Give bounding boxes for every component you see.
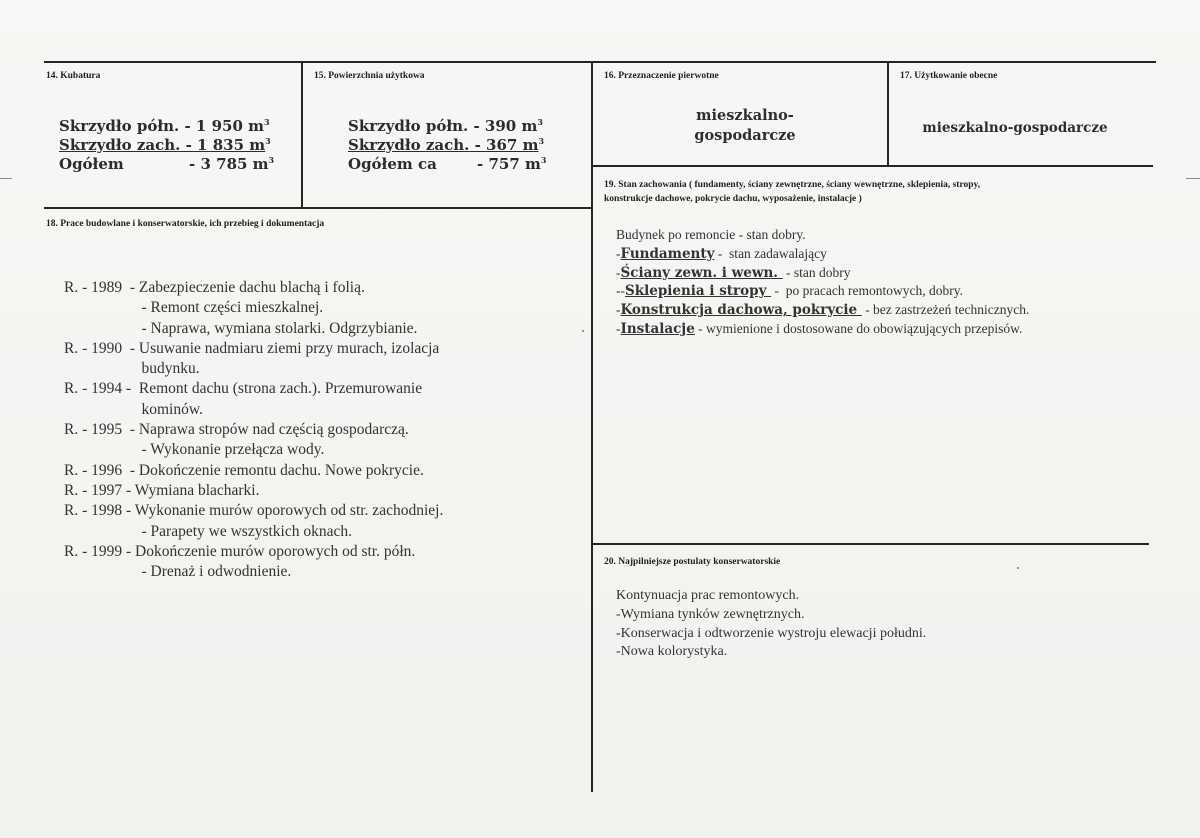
field-20-label: 20. Najpilniejsze postulaty konserwatorskie (604, 557, 781, 567)
powierzchnia-row-2-value: 367 m (486, 136, 539, 154)
border-under-14-15 (44, 207, 593, 209)
stan-item-rest: - bez zastrzeżeń technicznych. (861, 302, 1030, 318)
stan-item-prefix: - (616, 320, 621, 336)
prace-line: - Parapety we wszystkich oknach. (64, 522, 352, 540)
stan-item-term: Ściany zewn. i wewn. (620, 264, 783, 281)
stan-item-prefix: - (616, 302, 621, 318)
powierzchnia-row-2 (348, 136, 544, 154)
prace-line: R. - 1989 - Zabezpieczenie dachu blachą i folią. (64, 279, 365, 296)
prace-line: budynku. (64, 360, 200, 378)
stan-item-term: Konstrukcja dachowa, pokrycie (620, 302, 862, 319)
divider-main (591, 61, 593, 792)
powierzchnia-row-3-value: 757 m (488, 155, 541, 173)
stan-item-sklepienia (616, 282, 1029, 301)
powierzchnia-row-2-name-text: Skrzydło zach. (348, 136, 470, 154)
border-under-19 (593, 543, 1149, 545)
kubatura-row-2-value: 1 835 m (197, 136, 266, 154)
kubatura-row-2-name (59, 136, 265, 154)
powierzchnia-row-1-sep: - (468, 117, 485, 135)
stan-item-fundamenty (616, 245, 1029, 264)
border-under-16-17 (593, 165, 1153, 167)
prace-line: - Naprawa, wymiana stolarki. Odgrzybianie. (64, 319, 418, 337)
field-19-label-line-2: konstrukcje dachowe, pokrycie dachu, wyposażenie, instalacje ) (604, 194, 862, 204)
powierzchnia-row-3-amount (477, 155, 546, 173)
powierzchnia-row-3-name: Ogółem ca (348, 155, 437, 173)
stan-item-prefix: - (616, 245, 621, 261)
prace-line: R. - 1997 - Wymiana blacharki. (64, 481, 260, 499)
powierzchnia-row-3 (348, 155, 437, 173)
prace-line: R. - 1999 - Dokończenie murów oporowych od str. półn. (64, 542, 416, 560)
powierzchnia-row-3-sep: - (477, 155, 484, 173)
stan-zachowania-list (616, 226, 1029, 339)
speck-2 (1017, 567, 1019, 569)
kubatura-row-1-value: 1 950 m (195, 117, 264, 135)
kubatura-row-1-name: Skrzydło półn. (59, 117, 180, 135)
kubatura-row-1-sep: - (179, 117, 196, 135)
prace-line: R. - 1994 - Remont dachu (strona zach.). Przemurowanie (64, 380, 423, 398)
right-margin-tick (1186, 178, 1200, 179)
kubatura-row-1 (59, 117, 270, 135)
prace-line: R. - 1998 - Wykonanie murów oporowych od str. zachodniej. (64, 502, 444, 520)
prace-list (64, 278, 443, 582)
stan-item-sciany (616, 264, 1029, 283)
field-17-label: 17. Użytkowanie obecne (900, 71, 998, 81)
prace-line: R. - 1996 - Dokończenie remontu dachu. Nowe pokrycie. (64, 461, 424, 479)
prace-line: R. - 1995 - Naprawa stropów nad częścią gospodarczą. (64, 421, 409, 439)
powierzchnia-row-2-unit-exp: 3 (538, 136, 545, 146)
powierzchnia-row-1 (348, 117, 543, 135)
stan-item-rest: - stan zadawalający (714, 245, 827, 261)
prace-line: - Remont części mieszkalnej. (64, 299, 324, 317)
stan-item-term: Fundamenty (620, 245, 715, 262)
kubatura-row-2-sep: - (180, 136, 198, 154)
kubatura-row-3-amount (189, 155, 274, 173)
postulat-line: -Konserwacja i odtworzenie wystroju elewacji południ. (616, 625, 927, 641)
field-18-label: 18. Prace budowlane i konserwatorskie, ich przebieg i dokumentacja (46, 219, 325, 229)
field-16-label: 16. Przeznaczenie pierwotne (604, 71, 719, 81)
stan-intro: Budynek po remoncie - stan dobry. (616, 227, 806, 242)
stan-item-konstrukcja (616, 301, 1029, 320)
kubatura-row-2-name-text: Skrzydło zach. (59, 136, 181, 154)
powierzchnia-row-1-unit-exp: 3 (537, 117, 543, 127)
stan-item-term: Sklepienia i stropy (625, 283, 772, 300)
kubatura-row-3-value: 3 785 m (200, 155, 269, 173)
speck-1 (582, 330, 584, 332)
divider-14-15 (301, 61, 303, 208)
powierzchnia-row-3-unit-exp: 3 (540, 155, 547, 165)
prace-line: R. - 1990 - Usuwanie nadmiaru ziemi przy murach, izolacja (64, 339, 440, 357)
powierzchnia-row-2-name (348, 136, 538, 154)
stan-item-instalacje (616, 320, 1029, 339)
kubatura-row-3-sep: - (189, 155, 196, 173)
powierzchnia-row-1-value: 390 m (484, 117, 538, 135)
prace-line: kominów. (64, 400, 203, 418)
kubatura-row-1-unit-exp: 3 (264, 117, 270, 127)
field-14-label: 14. Kubatura (46, 71, 101, 81)
field-19-label-line-1: 19. Stan zachowania ( fundamenty, ściany zewnętrzne, ściany wewnętrzne, sklepienia, stropy, (604, 180, 981, 190)
przeznaczenie-line-1: mieszkalno- (696, 107, 794, 124)
left-margin-tick (0, 178, 12, 179)
postulat-line: -Wymiana tynków zewnętrznych. (616, 606, 805, 622)
postulaty-list (616, 587, 926, 662)
uzytkowanie-value: mieszkalno-gospodarcze (922, 120, 1108, 136)
powierzchnia-row-1-name: Skrzydło półn. (348, 117, 469, 135)
field-19-label (604, 178, 980, 206)
przeznaczenie-line-2: gospodarcze (694, 127, 796, 144)
postulat-line: -Nowa kolorystyka. (616, 644, 728, 660)
kubatura-row-3-unit-exp: 3 (268, 155, 275, 165)
stan-item-term: Instalacje (620, 320, 695, 337)
stan-item-rest: - stan dobry (782, 264, 851, 280)
divider-16-17 (887, 61, 889, 166)
top-border (44, 61, 1156, 63)
field-15-label: 15. Powierzchnia użytkowa (314, 71, 425, 81)
stan-item-rest: - wymienione i dostosowane do obowiązujących przepisów. (694, 320, 1023, 336)
kubatura-row-2 (59, 136, 271, 154)
stan-item-prefix: - (616, 264, 621, 280)
prace-line: - Drenaż i odwodnienie. (64, 563, 292, 581)
kubatura-row-2-unit-exp: 3 (265, 136, 271, 146)
powierzchnia-row-2-sep: - (469, 136, 487, 154)
kubatura-row-3 (59, 155, 124, 173)
stan-item-prefix: -- (616, 283, 625, 299)
postulat-line: Kontynuacja prac remontowych. (616, 588, 800, 603)
prace-line: - Wykonanie przełącza wody. (64, 441, 325, 459)
kubatura-row-3-name: Ogółem (59, 155, 124, 173)
przeznaczenie-value (640, 106, 850, 146)
stan-item-rest: - po pracach remontowych, dobry. (771, 283, 963, 299)
